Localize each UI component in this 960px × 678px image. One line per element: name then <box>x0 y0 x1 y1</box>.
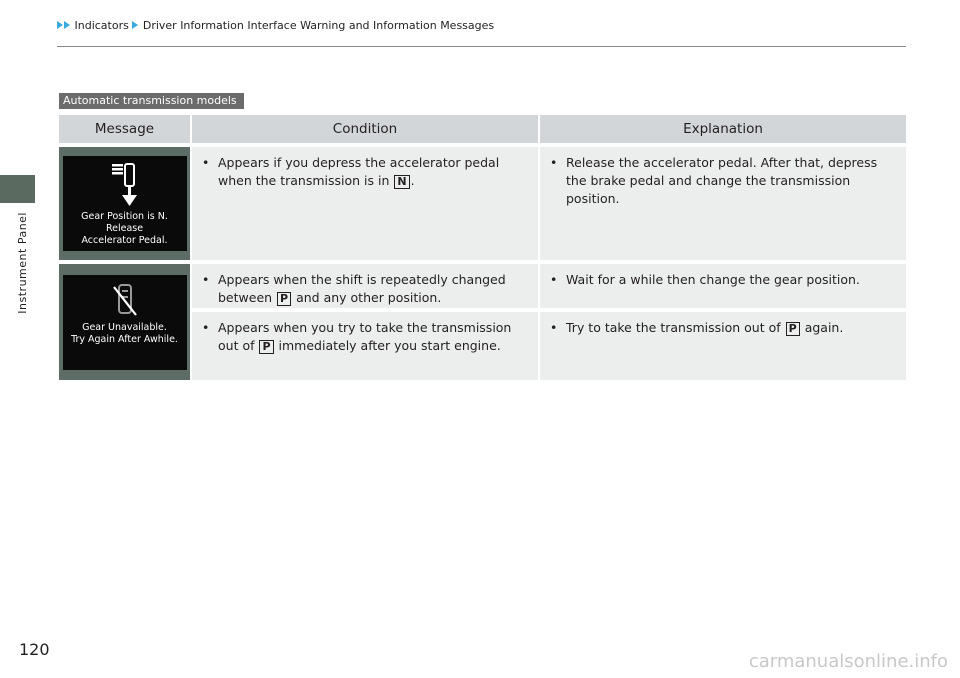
gear-unavailable-screen <box>63 275 187 370</box>
condition-cell: • Appears if you depress the accelerator pedal when the transmission is in N . <box>190 143 538 260</box>
table-row <box>59 143 906 260</box>
page-number: 120 <box>19 640 50 659</box>
table-row <box>59 260 906 308</box>
condition-cell: • Appears when the shift is repeatedly changed between P and any other position. <box>190 260 538 308</box>
header-explanation: Explanation <box>538 115 906 143</box>
screen-line: Accelerator Pedal. <box>81 235 168 246</box>
explanation-cell: • Wait for a while then change the gear position. <box>538 260 906 308</box>
models-badge: Automatic transmission models <box>59 93 244 109</box>
shift-lever-crossed-icon <box>110 281 140 319</box>
gear-position-screen <box>63 156 187 251</box>
message-image-cell <box>59 143 190 260</box>
triangle-icon <box>132 21 138 29</box>
p-key-icon: P <box>277 292 291 306</box>
message-image-cell <box>59 260 190 380</box>
explanation-cell: • Release the accelerator pedal. After that, depress the brake pedal and change the transmission position. <box>538 143 906 260</box>
chapter-tab <box>0 175 35 203</box>
screen-line: Gear Unavailable. <box>82 321 167 333</box>
p-key-icon: P <box>259 340 273 354</box>
n-key-icon: N <box>394 175 409 189</box>
header-rule <box>57 46 906 47</box>
header-condition: Condition <box>190 115 538 143</box>
p-key-icon: P <box>786 322 800 336</box>
screen-line: Try Again After Awhile. <box>71 333 178 345</box>
screen-line: Gear Position is N. <box>81 211 168 222</box>
chapter-label: Instrument Panel <box>16 212 29 314</box>
triangle-icon <box>57 21 63 29</box>
accelerator-pedal-icon <box>110 162 140 208</box>
triangle-icon <box>64 21 70 29</box>
header-message: Message <box>59 115 190 143</box>
breadcrumb-messages[interactable]: Driver Information Interface Warning and Information Messages <box>142 19 495 32</box>
breadcrumb <box>57 19 494 32</box>
messages-table <box>59 115 906 380</box>
screen-line: Release <box>105 223 144 234</box>
condition-cell: • Appears when you try to take the transmission out of P immediately after you start engine. <box>190 308 538 380</box>
watermark: carmanualsonline.info <box>748 651 948 672</box>
explanation-cell: • Try to take the transmission out of P again. <box>538 308 906 380</box>
breadcrumb-indicators[interactable]: Indicators <box>74 19 129 32</box>
